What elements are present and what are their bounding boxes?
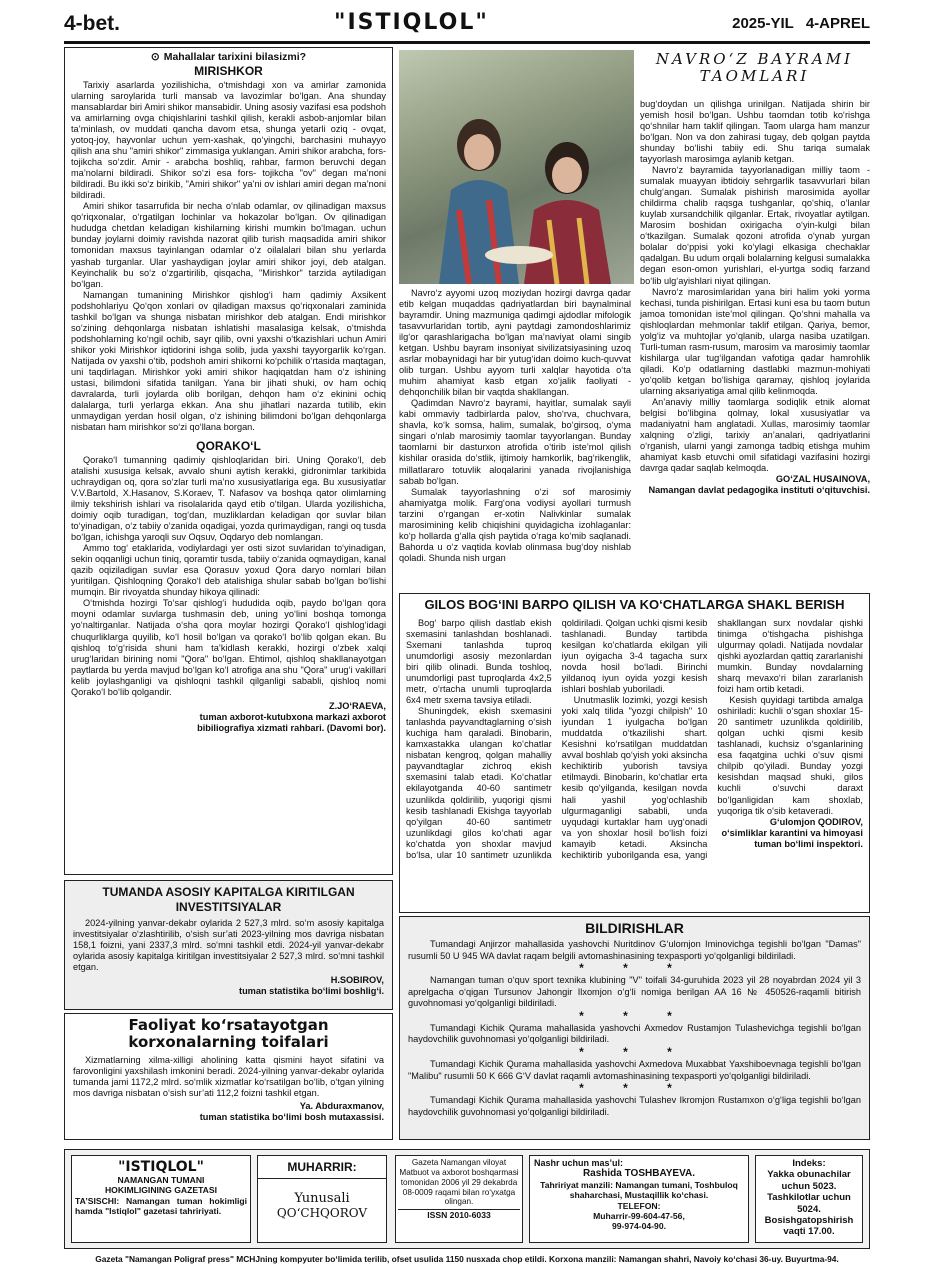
section-title: QORAKO‘L [196,439,261,453]
paragraph: 2024-yilning yanvar-dekabr oylarida 2 527,3 mlrd. so‘m asosiy kapitalga investitsiyalar o‘zlashtirilib, o‘sish sur’ati 2023-yilning mos davriga nisbatan 158,1 foizni, yani 2337,3 mlrd. so‘mni tashkil etdi. 2024-yil yanvar-dekabr oylarida asosiy kapitalga kiritilgan investitsiyalar 2 527,3 mlrd. so‘mni tashkil etgan. [73,918,384,973]
paragraph: Tarixiy asarlarda yozilishicha, o‘tmishdagi xon va amirlar zamonida ularning saroylarida turli mansab va lavozimlar bo‘lgan. Ana shunday mansablardar biri Amiri shikor mansabidir. Uning asosiy vazifasi esa podshoh va amirlarning ovga chiqishlarini tashkil qilish, kerakli asbob-anjomlar bilan ta’minlash, ov muddati qancha davom etsa, shunga yetarli oziq - ovqat, yotoq-joy, hayvonlar uchun yem-xashak, qo‘yingchi, barchasini muhayyo qilish ana shu "amiri shikor" zimmasiga yuklangan. Amiri shikor arabcha, fors-tojikcha so‘zdir. Amir - arabcha boshliq, rahbar, farmon beruvchi degan ma’nolarni bildiradi. Shikor so‘zi esa fors- tojikcha "ov" degan ma’noni bildiradi. Bu ikki so‘z birikib, "Amiri shikor" ya’ni ov ishlari amiri degan ma’noni bildiradi. [71,80,386,201]
paragraph: Unutmaslik lozimki, yozgi kesish yoki xalq tilida "yozgi chilpish" 10 iyundan 1 iyulgacha bo‘lgan muddatda o‘tkazilishi shart. Kesishni ko‘rsatilgan muddatdan avval boshlab qo‘yish yoki aksincha kechiktirib yuborish tavsiya etilmaydi. Binobarin, ko‘chatlar erta kesib qo‘yilganda, kesilgan novda hali yashil yog‘ochlashib ulgurmaganligi sababli, unda uyqudagi kurtaklar ham uyg‘onadi va yon shoxlar hosil bo‘lish foizi kamayib ketadi. Aksincha kechiktirib yuborilganda esa, yangi shakllangan surx novdalar qishki tinimga o‘tishgacha pishishga ulgurmay qoladi. Natijada novdalar qishki ayozlardan qattiq zararlanishi mumkin. Bunday novdalarning sharq mevaxo‘ri bilan zararlanish foizi ham ortib ketadi. [561,618,863,860]
notice-item: Tumandagi Kichik Qurama mahallasida yashovchi Tulashev Ikromjon Rustamxon o‘g‘liga tegishli bo‘lgan haydovchilik guvohnomasi yo‘qolganligi bildiriladi. [408,1095,861,1117]
woman-right-dress [524,200,611,284]
paragraph: Bog‘ barpo qilish dastlab ekish sxemasini tanlashdan boshlanadi. Sxemani tanlashda tuproq unumdorligi asosiy mezonlardan biri qilib olinadi. Bunda toshloq, unumdorligi past tuproqlarda 4x2,5 metr, o‘rtacha unumli tuproqlarda 6x4 metr sxema tavsiya etiladi. [406,618,552,706]
article-title: MIRISHKOR [194,64,263,78]
paragraph: Amiri shikor tasarrufida bir necha o‘nlab odamlar, ov qilinadigan maxsus qo‘riqxonalar, o‘rgatilgan lochinlar va hokazolar bo‘lgan. Ov qilinadigan hududga chetdan keladigan kishilarning kirishi mumkin bo‘lmagan. uchun bunday joylarni doimiy ravishda nazorat qilib turish maqsadida amiri shikor tomonidan maxsus tayinlangan odamlar o‘z oilalalari bilan shu yerlarda yashab turganlar. Ular yashaydigan joylar amiri shikor joyi, deb atalgan. Keyinchalik bu so‘z o‘zgartirilib, qisqacha, "Mirishkor" tarzida aytiladigan bo‘lgan. [71,201,386,289]
footer-imprint [64,1149,870,1249]
article-title: NAVRO‘Z BAYRAMI TAOMLARI [655,50,854,86]
notice-item: Tumandagi Kichik Qurama mahallasida yashovchi Axmedova Muxabbat Yaxshiboevnaga tegishli bo‘lgan "Malibu" rusumli 50 K 666 G‘V davlat raqamli avtomashinasining texpasporti yo‘qolganligi bildiriladi. [408,1059,861,1081]
paragraph: Xizmatlarning xilma-xilligi aholining katta qismini hayot sifatini va farovonligini yaxshilash imkonini beradi. 2024-yilning yanvar-dekabr oylarida tumanda jami 1172,2 mlrd. so‘mlik xizmatlar ko‘rsatilgan bo‘lib, o‘tgan yilning mos davriga nisbatan o‘sish sur’ati 112,2 foizni tashkil etgan. [73,1054,384,1098]
author-signature: Ya. Abduraxmanov, tuman statistika bo‘limi bosh mutaxassisi. [199,1100,384,1122]
women-photo-illustration [399,50,634,284]
separator-stars: * * * [579,1008,690,1023]
author-signature: G‘ulomjon QODIROV, o‘simliklar karantini va himoyasi tuman bo‘limi inspektori. [721,816,863,849]
editor-box: MUHARRIR: Yunusali QO‘CHQOROV [257,1155,387,1243]
registration-box: Gazeta Namangan viloyat Matbuot va axborot boshqarmasi tomonidan 2006 yil 29 dekabrda 08-0009 raqami bilan ro‘yxatga olingan. ISSN 2010-6033 [395,1155,523,1243]
notice-item: Tumandagi Anjirzor mahallasida yashovchi Nuritdinov G‘ulomjon Iminovichga tegishli bo‘lgan "Damas" rusumli 50 U 945 WA davlat raqam belgili avtomashinasining texpasporti yo‘qolganligi bildiriladi. [408,939,861,961]
printer-note: Gazeta "Namangan Poligraf press" MCHJning kompyuter bo‘limida terilib, ofset usulida 1150 nusxada chop etildi. Korxona manzili: Namangan shahri, Navoiy ko‘chasi 36-uy. Buyurtma-94. [95,1254,839,1264]
issue-day: 4-APREL [805,15,870,32]
article-title: TUMANDA ASOSIY KAPITALGA KIRITILGAN INVESTITSIYALAR [102,885,355,914]
paragraph: Qorako‘l tumanning qadimiy qishloqlaridan biri. Uning Qorako‘l, deb atalishi xususiga kelsak, avvalo shuni aytish kerakki, gidronimlar tarkibida uchraydigan oq, qora so‘zlar turli ma’no xususiyatlariga ega. Bu xususiyatlar V.V.Bartold, X.Hasanov, S.Koraev, T. Nafasov va boshqa qator olimlarning ilmiy tekshirish ishlari va risolalarida qayd etib o‘tilgan. Ularda yozilishicha, doimiy oqib turadigan, tog‘dan, muzliklardan keladigan qor suvlar bilan to‘yinadigan, o‘z tabiiy o‘zanida oqadigai, yozda qurimaydigan, rangi oq tusda bo‘lgan, ichishga yaroqli suv Oqsuv, Oqdaryo deb nomlangan. [71,455,386,543]
article-kicker: ⊙ Mahallalar tarixini bilasizmi? [150,51,307,63]
woman-right-face [552,157,582,193]
navroz-article [399,47,870,588]
investitsiya-article [64,880,393,1010]
author-signature: GO‘ZAL HUSAINOVA, Namangan davlat pedagogika instituti o‘qituvchisi. [648,474,870,496]
index-box: Indeks: Yakka obunachilar uchun 5023. Tashkilotlar uchun 5024. Bosishgatopshirish vaqti 17.00. [755,1155,863,1243]
navroz-right-column [640,99,870,496]
bullet-icon: ⊙ [150,51,160,63]
woman-left-dress [439,180,519,284]
notice-item: Namangan tuman o‘quv sport texnika klubining "V" toifali 34-guruhida 2023 yil 28 noyabrdan 2024 yil 3 aprelgacha o‘qigan Tursunov Jahongir Ilxomjon o‘g‘li nomiga berilgan AA 16 № 450526-raqamli bitirish guvohnomasi yo‘qolganligi bildiriladi. [408,975,861,1009]
footer-masthead-box: "ISTIQLOL" NAMANGAN TUMANI HOKIMLIGINING GAZETASI TA’SISCHI: Namangan tuman hokimligi hamda "Istiqlol" gazetasi tahririyati. [71,1155,251,1243]
separator-stars: * * * [579,961,690,975]
article-title: Faoliyat ko‘rsatayotgan korxonalarning toifalari [128,1016,329,1052]
paragraph: O‘tmishda hozirgi To‘sar qishlog‘i hududida oqib, paydo bo‘lgan qora moyni odamlar suvlarga tushmasin deb, uning yo‘lini boshqa tomonga yo‘naltirganlar. Natijada o‘sha qora moylar hozirgi Qorako‘l qishlog‘idagi chuqurliklarga quyilib, ko‘l hosil bo‘lgan va qorako‘l bo‘lib qolgan ekan. Bu qishloq to‘g‘risida shuni ham ta’kidlash kerakki, hozirgi o‘zbek xalqi urug‘laridan birining nomi "Qora" bo‘lgan. Ehtimol, qishloq shakllanayotgan paytlarda bu yerda mavjud bo‘lgan ko‘l atrofiga ana shu "Qora" urug‘i vakillari kelib joylashganligi va qishloqni tashkil qilganligi sababli, qishloq nomi Qorako‘l bo‘lib qolgandir. [71,598,386,697]
separator-stars: * * * [579,1081,690,1096]
page-number: 4-bet. [64,12,121,35]
bildirishlar-section [399,916,870,1140]
gilos-columns [406,618,863,903]
author-signature: H.SOBIROV, tuman statistika bo‘limi boshlig‘i. [239,975,384,997]
paragraph: Shuningdek, ekish sxemasini tanlashda payvandtaglarning o‘sish kuchiga ham qaraladi. Binobarin, kamxastakka ulangan ko‘chatlar nisbatan kengroq, qolgan mahalliy payvandtaglar zichroq ekish sxemasini talab etadi. Ko‘chatlar ekilayotganda 40-60 santimetr uzunlikda qoldirilib, yuqorigi qismi kesib tashlanadi Ekishga tayyorlab qo‘yilgan 40-60 santimetr uzunlikdagi gilos ko‘chati agar ko‘chatda yon shoxlar mavjud bo‘lsa, ular 10 santimetr uzunlikda qoldiriladi. Qolgan uchki qismi kesib tashlanadi. Bunday tartibda kesilgan ko‘chatlarda ekilgan yili iyun oyigacha 3-4 tagacha surx novda hosil bo‘ladi. Birinchi yildanoq iyun oyida yozgi kesish ishlari boshlab yuboriladi. [406,618,708,860]
paragraph: Namangan tumanining Mirishkor qishlog‘i ham qadimiy Axsikent podshohlariyu Qo‘qon xonlari ov qiladigan maxsus qo‘riqxonalari zaminida tashkil bo‘lgan va shunga nisbatan mirishkor deb atalgan. Endi mirishkor so‘zining dehqonlarga nisbatan ishlatishi masalasiga kelsak, o‘tmishda podshohlarning ko‘ngil ochib, sayr qilib, ovni yaxshi o‘tkazishlari uchun Amiri shikor yoki Mirishkor iqtidorini ishga solib, juda yaxshi tayyorgarlik ko‘rgan. Natijada ov yaxshi o‘tib, podshoh amiri shikorni ko‘pchilik o‘rtasida maqtagan, uni taqdirlagan. Mirishkor yoki amiri shikor haqiqatdan ham o‘z ishining ustasi, bilimdoni sifatida tanilgan. Yana bir jihati shuki, ov ham ochiq davralarda, turli joylarda olib borilgan, dehqon ham o‘z ekinini ochiq dalalarga, turli yerlarga ekkan. Ana shu jihatlari nazarda tutilib, ekin unmaydigan yerdan hosil olgan, o‘z ishining bilimdoni bo‘lgan dehqonlarga nisbatan ham mirishkor so‘zi qo‘llana borgan. [71,289,386,432]
header-rule [64,41,870,44]
section-title: BILDIRISHLAR [585,920,684,936]
page-header [64,10,870,40]
paragraph: Navro‘z ayyomi uzoq moziydan hozirgi davrga qadar etib kelgan muqaddas qadriyatlardan biri baynalminal bayramdir. Uning mazmuniga qadimgi ajdodlar mifologik tasavvurlaridan tortib, ayni paytdagi zamondoshlarimiz ilg‘or qarashlarigacha bo‘lgan ma’naviyat olami singib ketgan. Ushbu bayram insoniyat sivilizatsiyasining uzoq asrlar mobaynidagi har bir yutug‘idan doimo kuch-quvvat olib turgan. Ushbu ayyom turli xalqlar hayotida o‘ta muhim ahamiyat kasb etgan xo‘jalik faoliyati - dehqonchilik bilan bir vaqtda shakllangan. [399,288,631,398]
paragraph: Navro‘z bayramida tayyorlanadigan milliy taom - sumalak muayyan ibtidoiy sehrgarlik tasavvurlari bilan chulg‘angan. Sumalak pishirish marosimida ayollar childirma chalib raqsga tushganlar, qo‘shiq, o‘lanlar kuylab xursandchilik qilganlar. Ertak, rivoyatlar aytilgan. Marosim boshidan oxirigacha o‘yin-kulgi bilan o‘tkazilgan. Sumalak qozoni atrofida o‘ynab yurgan bolalar do‘ppisi yoki ko‘ylagi elkasiga chechaklar qadalgan. Bu udum orqali bolalarning kelgusi sumalakka degan eson-omon yurishlari, el-yurtga sodiq farzand bo‘lib ulg‘ayishlari niyat qilingan. [640,165,870,286]
article-photo [399,50,634,284]
issue-year: 2025-YIL [732,15,794,32]
notice-item: Tumandagi Kichik Qurama mahallasida yashovchi Axmedov Rustamjon Tulashevichga tegishli bo‘lgan haydovchilik guvohnomasi yo‘qolganligi bildiriladi. [408,1022,861,1045]
paragraph: bug‘doydan un qilishga urinilgan. Natijada shirin bir yemish hosil bo‘lgan. Ushbu taomdan totib ko‘rishga qo‘shnilar ham taklif qilingan. Taom ularga ham manzur bo‘lgan. Non va don zahirasi tugay, deb qolgan paytda shunday bo‘lishi tabiiy edi. Shu tariqa sumalak tayyorlash marosimga aylanib ketgan. [640,99,870,165]
responsible-box: Nashr uchun mas’ul: Rashida TOSHBAYEVA. Tahririyat manzili: Namangan tumani, Toshbuloq shaharchasi, Mustaqillik ko‘chasi. TELEFON: Muharrir-99-604-47-56, 99-974-04-90. [529,1155,749,1243]
paragraph: An’anaviy milliy taomlarga sodiqlik etnik alomat belgisi bo‘libgina qolmay, lokal xususiyatlar va madaniyatni ham anglatadi. Xullas, marosimiy taomlar xalqning o‘zligi, tarixiy an’analari, qadriyatlarini o‘rganish, ularni yangi zamonga tadbiq etishga muhim ahamiyat kasb etuvchi omil sifatidagi vazifasini hozirgi davrga qadar saqlab kelmoqda. [640,396,870,474]
founder-text: TA’SISCHI: Namangan tuman hokimligi hamda "Istiqlol" gazetasi tahririyati. [75,1195,247,1216]
gilos-article [399,593,870,913]
issn: ISSN 2010-6033 [398,1209,520,1220]
masthead: "ISTIQLOL" [334,10,489,35]
paragraph: Qadimdan Navro‘z bayrami, hayitlar, sumalak sayli kabi ommaviy tadbirlarda palov, sho‘rva, chuchvara, shavla, ko‘k somsa, halim, sumalak, bo‘girsoq, o‘yma singari o‘nlab marosimiy taomlar tayyorlangan. Bunday taomlarni bir dasturxon atrofida o‘tirib iste’mol qilish kishilar orasida do‘stlik, ijtimoiy hamkorlik, bag‘rikenglik, millatlararo totuvlik aloqalarini yanada rivojlanishiga sabab bo‘lgan. [399,398,631,486]
faoliyat-article [64,1013,393,1140]
food-plate [485,246,553,264]
mirishkor-article [64,47,393,875]
paragraph: Kesish quyidagi tartibda amalga oshiriladi: kuchli o‘sgan shoxlar 15-20 santimetr uzunlikda qoldirilib, qolgan uchki qismi kesib tashlanadi, kuchsiz o‘sganlarining esa faqatgina uchki o‘suv qismi chilpib qo‘yiladi. Bunday yozgi kesishdan maqsad shuki, gilos kuchli o‘suvchi daraxt bo‘lganligidan kam shoxlab, yuqoriga tik o‘sib ketaveradi. [717,695,863,816]
navroz-left-column [399,288,631,564]
paragraph: Navro‘z marosimlaridan yana biri halim yoki yorma kechasi, tunda pishirilgan. Ertasi kuni esa bu taom butun jamoa tomonidan iste’mol qilingan. Qo‘shni mahalla va qishloqlardan mehmonlar taklif etilgan. Qariya, bemor, yolg‘iz va muhtojlar yo‘qlanib, ularga nasiba uzatilgan. Turli-tuman rasm-rusum, marosim va marosimiy taomlar kishilarga ular tug‘ilgandan vafotiga qadar hamrohlik qiladi. Ko‘p odatlarning dastlabki mazmun-mohiyati yo‘qolib ketgan bo‘lishiga qaramay, qishloq joylarida ularning aksariyatiga amal qilib kelinmoqda. [640,286,870,396]
paragraph: Sumalak tayyorlashning o‘zi sof marosimiy ahamiyatga molik. Farg‘ona vodiysi ayollari turmush tarzini o‘rgangan er-xotin Nalivkinlar sumalak marosimining kelib chiqishini quyidagicha izohlaganlar: ko‘p hollarda g‘alla qish paytida o‘raga ko‘mib saqlanadi. Bahorda u o‘z vaqtida kovlab olinmasa bug‘doy nishlab qoladi. Shunda nish urgan [399,486,631,563]
footer-masthead: "ISTIQLOL" [118,1159,204,1175]
issue-date [720,15,870,32]
woman-left-face [464,134,494,170]
article-title: GILOS BOG‘INI BARPO QILISH VA KO‘CHATLARGA SHAKL BERISH [424,597,845,612]
separator-stars: * * * [579,1044,690,1059]
author-signature: Z.JO‘RAEVA, tuman axborot-kutubxona markazi axborot bibiliografiya xizmati rahbari. (Davomi bor). [197,700,386,733]
paragraph: Ammo tog‘ etaklarida, vodiylardagi yer osti sizot suvlaridan to‘yinadigan, sekin oqqanligi uchun tiniq, qoramtir tusda, tabiiy o‘zanida oqmaydigan, kanal qazib oqiziladigan suvlar esa Qorasuv yoxud Qora daryo nomlari bilan yuritilgan. Qishloqning Qorako‘l deb atalishiga shular sabab bo‘lgan bo‘lishi mumqin. Bir rivoyatda shunday hikoya qilinadi: [71,543,386,598]
